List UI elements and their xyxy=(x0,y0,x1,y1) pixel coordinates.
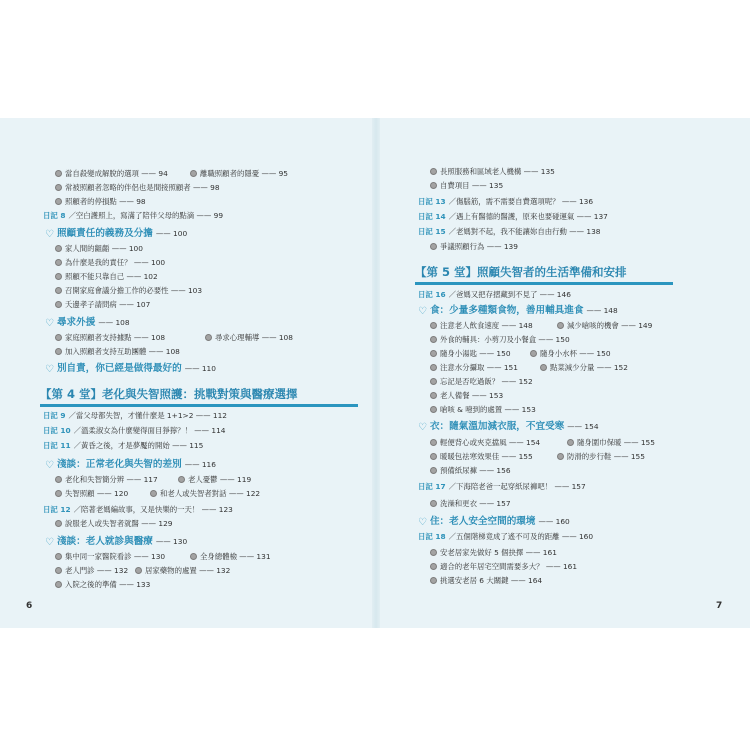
toc-item-text: 全身總體檢 —— 131 xyxy=(200,552,271,561)
toc-item xyxy=(430,320,533,331)
heart-icon: ♡ xyxy=(45,460,54,471)
diary-label: 日記 18 xyxy=(418,532,446,541)
bullet-icon xyxy=(567,439,574,446)
chapter-title: 【第 5 堂】照顧失智者的生活準備和安排 xyxy=(415,265,627,279)
toc-diary-entry xyxy=(418,289,571,300)
toc-item-text: 尋求心理輔導 —— 108 xyxy=(215,333,293,342)
bullet-icon xyxy=(190,170,197,177)
toc-section xyxy=(418,420,599,433)
bullet-icon xyxy=(430,168,437,175)
heart-icon: ♡ xyxy=(45,229,54,240)
toc-item-text: 照顧者的停損點 —— 98 xyxy=(65,197,146,206)
toc-item-text: 預備紙尿褲 —— 156 xyxy=(440,466,511,475)
toc-item-text: 老化和失智簡分辨 —— 117 xyxy=(65,475,158,484)
toc-item-text: 老人憂鬱 —— 119 xyxy=(188,475,252,484)
bullet-icon xyxy=(55,520,62,527)
diary-title: ／下海陪老爸一起穿紙尿褲吧！ —— 157 xyxy=(448,482,586,491)
toc-diary-entry xyxy=(418,226,600,237)
diary-label: 日記 16 xyxy=(418,290,446,299)
section-title: 尋求外援 xyxy=(56,317,96,328)
diary-title: ／爸媽又把存摺藏到不見了 —— 146 xyxy=(448,290,571,299)
section-title: 別自責，你已經是做得最好的 xyxy=(56,363,182,374)
bullet-icon xyxy=(55,567,62,574)
section-page: —— 148 xyxy=(586,306,618,315)
bullet-icon xyxy=(430,467,437,474)
toc-item xyxy=(430,348,511,359)
bullet-icon xyxy=(430,243,437,250)
toc-item xyxy=(178,474,251,485)
toc-item xyxy=(430,498,511,509)
toc-item xyxy=(55,488,128,499)
bullet-icon xyxy=(55,581,62,588)
toc-item xyxy=(430,166,555,177)
bullet-icon xyxy=(430,392,437,399)
toc-item xyxy=(55,285,202,296)
bullet-icon xyxy=(430,406,437,413)
toc-item xyxy=(55,257,165,268)
toc-item-text: 照顧不能只靠自己 —— 102 xyxy=(65,272,158,281)
diary-title: ／五個階梯竟成了遙不可及的距離 —— 160 xyxy=(448,532,594,541)
toc-item xyxy=(557,451,645,462)
bullet-icon xyxy=(55,553,62,560)
section-page: —— 110 xyxy=(184,364,216,373)
toc-section xyxy=(45,227,187,240)
bullet-icon xyxy=(55,245,62,252)
toc-diary-entry xyxy=(418,196,593,207)
section-title: 淺談：老人就診與醫療 xyxy=(56,536,153,547)
toc-item xyxy=(430,362,518,373)
heart-icon: ♡ xyxy=(45,537,54,548)
bullet-icon xyxy=(430,336,437,343)
toc-chapter-heading xyxy=(40,387,298,402)
toc-section xyxy=(418,304,618,317)
bullet-icon xyxy=(430,350,437,357)
toc-item-text: 家人間的齟齬 —— 100 xyxy=(65,244,143,253)
toc-item-text: 失智照顧 —— 120 xyxy=(65,489,129,498)
toc-item xyxy=(55,551,165,562)
toc-item-text: 召開家庭會議分擔工作的必要性 —— 103 xyxy=(65,286,203,295)
bullet-icon xyxy=(430,500,437,507)
toc-item-text: 安老居家先做好 5 個抉擇 —— 161 xyxy=(440,548,557,557)
bullet-icon xyxy=(430,364,437,371)
toc-item xyxy=(430,390,503,401)
toc-item-text: 輕便背心或夾克擋風 —— 154 xyxy=(440,438,541,447)
bullet-icon xyxy=(430,563,437,570)
toc-item-text: 適合的老年居宅空間需要多大？ —— 161 xyxy=(440,562,578,571)
chapter-title: 【第 4 堂】老化與失智照護：挑戰對策與醫療選擇 xyxy=(40,387,298,401)
toc-item xyxy=(430,547,557,558)
toc-item-text: 為什麼是我的責任？ —— 100 xyxy=(65,258,166,267)
right-page xyxy=(380,118,750,628)
bullet-icon xyxy=(430,453,437,460)
toc-item xyxy=(55,168,168,179)
toc-item-text: 入院之後的準備 —— 133 xyxy=(65,580,151,589)
toc-item xyxy=(567,437,655,448)
toc-item xyxy=(540,362,628,373)
book-spread xyxy=(0,118,750,628)
toc-item-text: 老人備餐 —— 153 xyxy=(440,391,504,400)
toc-item xyxy=(430,437,540,448)
toc-item xyxy=(430,561,577,572)
left-page xyxy=(0,118,372,628)
bullet-icon xyxy=(55,198,62,205)
toc-item-text: 暖暖包祛寒效果佳 —— 155 xyxy=(440,452,533,461)
toc-item-text: 集中同一家醫院看診 —— 130 xyxy=(65,552,166,561)
toc-item xyxy=(430,451,533,462)
toc-item xyxy=(557,320,652,331)
toc-section xyxy=(45,362,216,375)
toc-item-text: 隨身小水杯 —— 150 xyxy=(540,349,611,358)
heart-icon: ♡ xyxy=(45,364,54,375)
diary-title: ／老媽對不起，我不能讓妳自由行動 —— 138 xyxy=(448,227,601,236)
toc-item-text: 嗆咳 & 噎到的處置 —— 153 xyxy=(440,405,536,414)
toc-section xyxy=(45,535,187,548)
toc-item xyxy=(430,465,511,476)
bullet-icon xyxy=(430,182,437,189)
diary-label: 日記 15 xyxy=(418,227,446,236)
diary-title: ／遇上有醫德的醫護，原來也要碰運氣 —— 137 xyxy=(448,212,608,221)
toc-item xyxy=(55,182,220,193)
toc-item-text: 老人門診 —— 132 xyxy=(65,566,129,575)
toc-item-text: 注意水分攝取 —— 151 xyxy=(440,363,518,372)
section-page: —— 116 xyxy=(184,460,216,469)
toc-section xyxy=(45,458,216,471)
bullet-icon xyxy=(178,476,185,483)
diary-label: 日記 17 xyxy=(418,482,446,491)
section-title: 衣：隨氣溫加減衣服，不宜受寒 xyxy=(429,421,565,432)
toc-item-text: 注意老人飲食速度 —— 148 xyxy=(440,321,533,330)
section-title: 食：少量多種類食物，善用輔具進食 xyxy=(429,305,584,316)
bullet-icon xyxy=(55,476,62,483)
bullet-icon xyxy=(205,334,212,341)
toc-chapter-heading xyxy=(415,265,627,280)
toc-item xyxy=(205,332,293,343)
left-page-number: 6 xyxy=(26,601,33,611)
toc-item xyxy=(430,404,536,415)
toc-item-text: 挑選安老居 6 大關鍵 —— 164 xyxy=(440,576,543,585)
diary-label: 日記 12 xyxy=(43,505,71,514)
toc-item-text: 外食的輔具：小剪刀及小餐盒 —— 150 xyxy=(440,335,570,344)
bullet-icon xyxy=(557,322,564,329)
toc-section xyxy=(45,316,130,329)
diary-title: ／傷腦筋，需不需要自費選項呢？ —— 136 xyxy=(448,197,594,206)
toc-item xyxy=(430,376,533,387)
toc-item-text: 忘記是否吃過飯？ —— 152 xyxy=(440,377,533,386)
toc-item-text: 加入照顧者支持互助團體 —— 108 xyxy=(65,347,180,356)
toc-item-text: 隨身小湯匙 —— 150 xyxy=(440,349,511,358)
section-page: —— 108 xyxy=(98,318,130,327)
toc-diary-entry xyxy=(418,481,586,492)
toc-item xyxy=(55,565,128,576)
gutter xyxy=(372,118,380,628)
bullet-icon xyxy=(540,364,547,371)
bullet-icon xyxy=(430,549,437,556)
section-title: 照顧責任的義務及分擔 xyxy=(56,228,153,239)
toc-item xyxy=(150,488,260,499)
toc-item-text: 防滑的步行鞋 —— 155 xyxy=(567,452,645,461)
toc-diary-entry xyxy=(43,425,225,436)
toc-item xyxy=(55,243,143,254)
section-page: —— 100 xyxy=(155,229,188,238)
toc-item xyxy=(55,299,150,310)
diary-label: 日記 9 xyxy=(43,411,66,420)
toc-item-text: 和老人或失智者對話 —— 122 xyxy=(160,489,261,498)
toc-item xyxy=(530,348,611,359)
toc-item xyxy=(430,180,503,191)
toc-item xyxy=(55,271,158,282)
bullet-icon xyxy=(55,334,62,341)
toc-item xyxy=(135,565,230,576)
bullet-icon xyxy=(135,567,142,574)
toc-item xyxy=(190,551,271,562)
toc-item-text: 減少嗆咳的機會 —— 149 xyxy=(567,321,653,330)
diary-title: ／當父母都失智，才懂什麼是 1+1>2 —— 112 xyxy=(68,411,228,420)
toc-item xyxy=(55,196,146,207)
chapter-underline xyxy=(415,282,673,285)
toc-item-text: 爭議照顧行為 —— 139 xyxy=(440,242,518,251)
heart-icon: ♡ xyxy=(418,306,427,317)
toc-diary-entry xyxy=(43,410,227,421)
heart-icon: ♡ xyxy=(418,422,427,433)
toc-item xyxy=(430,334,570,345)
toc-item-text: 當自殺變成解脫的選項 —— 94 xyxy=(65,169,168,178)
bullet-icon xyxy=(430,322,437,329)
toc-diary-entry xyxy=(43,440,203,451)
heart-icon: ♡ xyxy=(418,517,427,528)
diary-label: 日記 11 xyxy=(43,441,71,450)
bullet-icon xyxy=(190,553,197,560)
bullet-icon xyxy=(430,577,437,584)
diary-label: 日記 13 xyxy=(418,197,446,206)
diary-title: ／空白護照上，寫滿了陪伴父母的點滴 —— 99 xyxy=(68,211,224,220)
chapter-underline xyxy=(40,404,358,407)
toc-diary-entry xyxy=(418,211,608,222)
bullet-icon xyxy=(55,259,62,266)
bullet-icon xyxy=(430,378,437,385)
diary-label: 日記 8 xyxy=(43,211,66,220)
toc-item-text: 家庭照顧者支持據點 —— 108 xyxy=(65,333,166,342)
toc-item xyxy=(55,474,158,485)
toc-item xyxy=(190,168,288,179)
toc-item-text: 居家藥物的處置 —— 132 xyxy=(145,566,231,575)
section-title: 住：老人安全空間的環境 xyxy=(429,516,536,527)
toc-item xyxy=(430,241,518,252)
bullet-icon xyxy=(55,301,62,308)
toc-item xyxy=(55,332,165,343)
toc-item-text: 點菜減少分量 —— 152 xyxy=(550,363,628,372)
bullet-icon xyxy=(557,453,564,460)
bullet-icon xyxy=(530,350,537,357)
toc-item-text: 常被照顧者忽略的伴侶也是間接照顧者 —— 98 xyxy=(65,183,220,192)
toc-diary-entry xyxy=(43,210,223,221)
bullet-icon xyxy=(55,348,62,355)
bullet-icon xyxy=(150,490,157,497)
diary-label: 日記 10 xyxy=(43,426,71,435)
toc-item-text: 夭邊孝子請問病 —— 107 xyxy=(65,300,151,309)
toc-item-text: 說服老人或失智者就醫 —— 129 xyxy=(65,519,173,528)
toc-item xyxy=(430,575,542,586)
right-page-number: 7 xyxy=(716,601,723,611)
toc-item xyxy=(55,346,180,357)
toc-item xyxy=(55,579,150,590)
diary-title: ／溫柔淑女為什麼變得面目猙獰？！ —— 114 xyxy=(73,426,226,435)
section-page: —— 130 xyxy=(155,537,188,546)
diary-title: ／陪著老媽編故事，又是快樂的一天！ —— 123 xyxy=(73,505,233,514)
section-title: 淺談：正常老化與失智的差別 xyxy=(56,459,182,470)
bullet-icon xyxy=(430,439,437,446)
toc-item-text: 洗澡和更衣 —— 157 xyxy=(440,499,511,508)
bullet-icon xyxy=(55,490,62,497)
section-page: —— 154 xyxy=(567,422,599,431)
toc-item-text: 隨身圍巾保暖 —— 155 xyxy=(577,438,655,447)
toc-item-text: 自費項目 —— 135 xyxy=(440,181,504,190)
heart-icon: ♡ xyxy=(45,318,54,329)
diary-title: ／黃昏之後，才是夢魘的開始 —— 115 xyxy=(73,441,204,450)
toc-item-text: 離職照顧者的隱憂 —— 95 xyxy=(200,169,289,178)
bullet-icon xyxy=(55,273,62,280)
bullet-icon xyxy=(55,287,62,294)
toc-diary-entry xyxy=(418,531,593,542)
toc-diary-entry xyxy=(43,504,233,515)
diary-label: 日記 14 xyxy=(418,212,446,221)
toc-item xyxy=(55,518,173,529)
bullet-icon xyxy=(55,170,62,177)
bullet-icon xyxy=(55,184,62,191)
toc-section xyxy=(418,515,570,528)
toc-item-text: 長照服務和區域老人機構 —— 135 xyxy=(440,167,555,176)
section-page: —— 160 xyxy=(538,517,570,526)
